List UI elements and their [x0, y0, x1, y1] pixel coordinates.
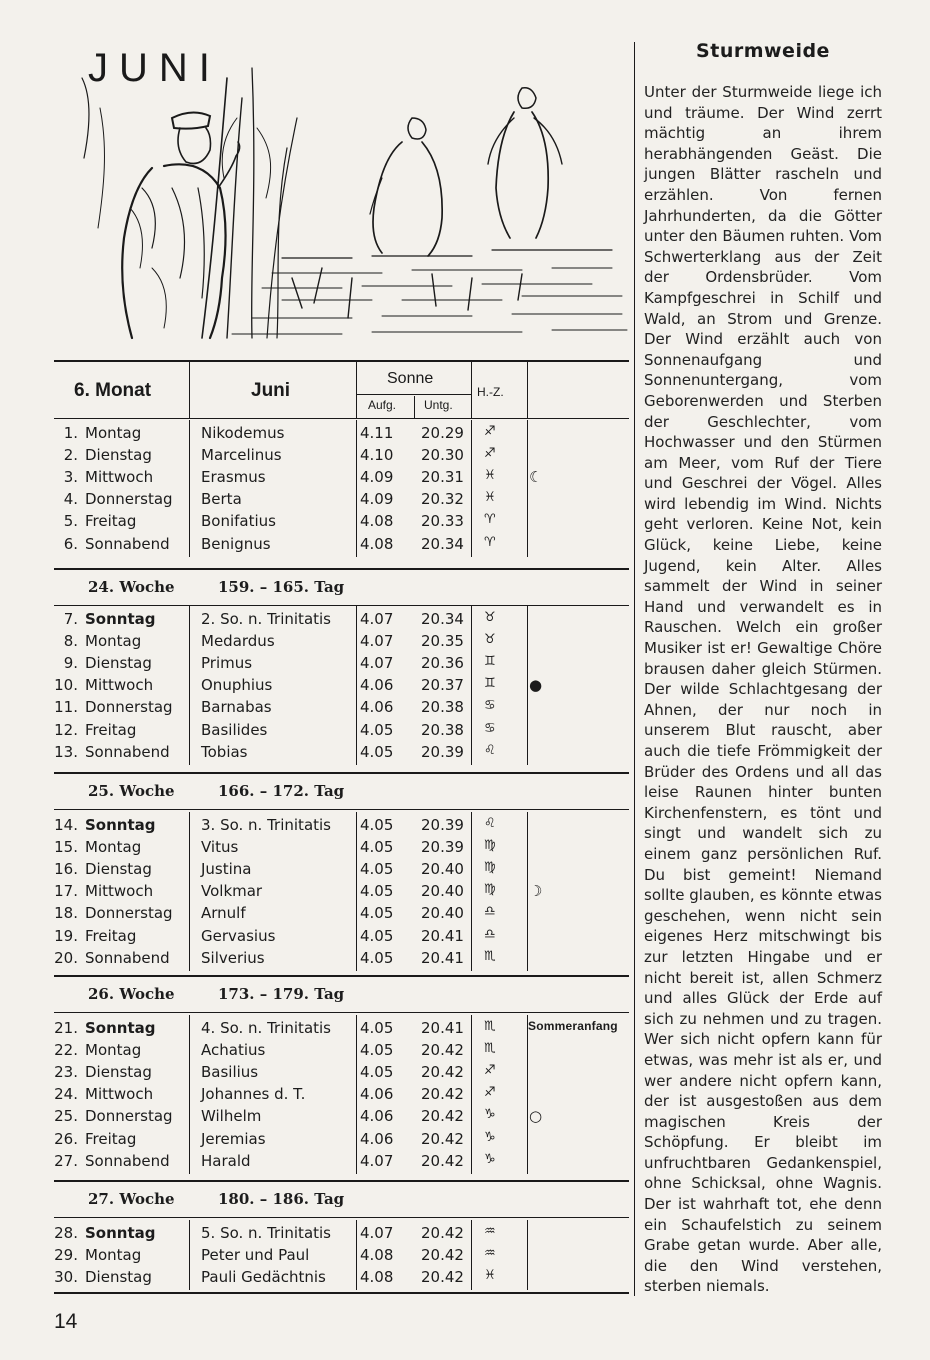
day-number: 1. [63, 424, 78, 442]
day-number: 9. [63, 654, 78, 673]
name-day: Barnabas [201, 698, 272, 717]
sunset-time: 20.39 [421, 816, 464, 834]
name-day: Bonifatius [201, 512, 276, 531]
sunrise-time: 4.05 [360, 1063, 394, 1082]
weekday: Montag [85, 632, 142, 651]
day-number: 10. [54, 676, 78, 695]
libra-icon: ♎ [484, 926, 496, 942]
scorpio-icon: ♏ [484, 1041, 496, 1057]
sunset-time: 20.35 [421, 632, 464, 651]
day-number: 4. [63, 490, 78, 509]
sunset-time: 20.42 [421, 1268, 464, 1287]
day-number: 26. [54, 1129, 78, 1148]
table-row [54, 468, 629, 490]
table-row [54, 512, 629, 534]
sunrise-time: 4.07 [360, 654, 394, 673]
sunrise-time: 4.07 [360, 610, 394, 628]
month-label: 6. Monat [74, 380, 152, 401]
day-number: 15. [54, 838, 78, 857]
table-row [54, 860, 629, 882]
gemini-icon: ♊ [484, 676, 496, 692]
name-day: Johannes d. T. [201, 1085, 306, 1104]
name-day: Justina [201, 860, 252, 879]
day-number: 3. [63, 468, 78, 487]
sunset-time: 20.42 [421, 1085, 464, 1104]
name-day: Jeremias [201, 1129, 266, 1148]
sunrise-time: 4.06 [360, 1085, 394, 1104]
sunrise-time: 4.05 [360, 926, 394, 945]
sunrise-time: 4.05 [360, 904, 394, 923]
sunrise-time: 4.09 [360, 468, 394, 487]
weekday: Dienstag [85, 860, 152, 879]
name-day: Marcelinus [201, 446, 282, 465]
week-separator [54, 1180, 629, 1182]
day-number: 11. [54, 698, 78, 717]
name-day: Peter und Paul [201, 1246, 310, 1265]
sunset-time: 20.33 [421, 512, 464, 531]
sunrise-time: 4.05 [360, 742, 394, 761]
week-label: 27. Woche [88, 1190, 175, 1208]
full-moon-icon: ○ [529, 1107, 543, 1126]
capricorn-icon: ♑ [484, 1129, 496, 1145]
table-row [54, 882, 629, 904]
sunset-time: 20.42 [421, 1246, 464, 1265]
sagittarius-icon: ♐ [484, 424, 496, 439]
pisces-icon: ♓ [484, 468, 496, 484]
weekday: Donnerstag [85, 490, 173, 509]
name-day: Primus [201, 654, 253, 673]
table-row [54, 1085, 629, 1107]
day-number: 20. [54, 948, 78, 967]
table-row [54, 535, 629, 557]
sunrise-time: 4.08 [360, 1246, 394, 1265]
name-day: Achatius [201, 1041, 266, 1060]
table-row [54, 721, 629, 743]
page-number: 14 [54, 1310, 78, 1333]
weekday: Mittwoch [85, 676, 154, 695]
sunrise-time: 4.06 [360, 676, 394, 695]
day-number: 27. [54, 1151, 78, 1170]
sunset-time: 20.41 [421, 926, 464, 945]
weekday: Sonntag [85, 1224, 156, 1242]
sunset-time: 20.38 [421, 720, 464, 739]
week-label: 24. Woche [88, 578, 175, 596]
day-number: 14. [54, 816, 78, 834]
leo-icon: ♌ [484, 816, 496, 831]
weekday: Sonntag [85, 610, 156, 628]
week-label: 25. Woche [88, 782, 175, 800]
day-number: 6. [63, 534, 78, 553]
sunrise-time: 4.11 [360, 424, 394, 442]
table-row [54, 676, 629, 698]
first-quarter-moon-icon: ☽ [529, 882, 543, 901]
name-day: 3. So. n. Trinitatis [201, 816, 331, 834]
weekday: Sonnabend [85, 742, 170, 761]
sunset-time: 20.42 [421, 1107, 464, 1126]
sunset-time: 20.40 [421, 904, 464, 923]
sunrise-time: 4.05 [360, 882, 394, 901]
capricorn-icon: ♑ [484, 1151, 496, 1167]
sunset-time: 20.38 [421, 698, 464, 717]
leo-icon: ♌ [484, 742, 496, 758]
table-row [54, 1041, 629, 1063]
weekday: Dienstag [85, 654, 152, 673]
day-number: 2. [63, 446, 78, 465]
story-title: Sturmweide [696, 40, 830, 62]
weekday: Mittwoch [85, 882, 154, 901]
weekday: Montag [85, 838, 142, 857]
week-header [54, 985, 629, 1007]
virgo-icon: ♍ [484, 860, 496, 876]
day-number: 22. [54, 1041, 78, 1060]
weekday: Sonnabend [85, 1151, 170, 1170]
name-day: Vitus [201, 838, 239, 857]
name-day: Onuphius [201, 676, 273, 695]
sunset-time: 20.37 [421, 676, 464, 695]
name-day: Basilius [201, 1063, 259, 1082]
name-day: 2. So. n. Trinitatis [201, 610, 331, 628]
sunrise-time: 4.05 [360, 1041, 394, 1060]
taurus-icon: ♉ [484, 610, 496, 625]
weekday: Donnerstag [85, 1107, 173, 1126]
aries-icon: ♈ [484, 512, 496, 528]
table-header-rule [54, 418, 629, 419]
cancer-icon: ♋ [484, 698, 496, 714]
name-day: Silverius [201, 948, 265, 967]
sunset-time: 20.39 [421, 838, 464, 857]
weekday: Dienstag [85, 1268, 152, 1287]
day-number: 25. [54, 1107, 78, 1126]
table-row [54, 654, 629, 676]
weekday: Sonntag [85, 816, 156, 834]
virgo-icon: ♍ [484, 838, 496, 854]
sunrise-time: 4.08 [360, 1268, 394, 1287]
day-number: 13. [54, 742, 78, 761]
week-header [54, 578, 629, 600]
day-number: 19. [54, 926, 78, 945]
day-number: 21. [54, 1019, 78, 1037]
day-number: 30. [54, 1268, 78, 1287]
week-separator [54, 772, 629, 774]
weekday: Montag [85, 424, 142, 442]
table-row [54, 743, 629, 765]
weekday: Freitag [85, 926, 137, 945]
sagittarius-icon: ♐ [484, 446, 496, 462]
sunrise-time: 4.05 [360, 860, 394, 879]
weekday: Donnerstag [85, 698, 173, 717]
pisces-icon: ♓ [484, 1268, 496, 1284]
table-row [54, 424, 629, 446]
sunrise-time: 4.05 [360, 720, 394, 739]
table-row [54, 1152, 629, 1174]
table-row [54, 1224, 629, 1246]
table-row [54, 610, 629, 632]
weekday: Freitag [85, 1129, 137, 1148]
aquarius-icon: ♒ [484, 1224, 496, 1239]
sunset-time: 20.34 [421, 534, 464, 553]
sunset-header: Untg. [424, 398, 453, 412]
sunset-time: 20.32 [421, 490, 464, 509]
hz-header: H.-Z. [477, 385, 504, 399]
scorpio-icon: ♏ [484, 1019, 496, 1034]
table-row [54, 490, 629, 512]
taurus-icon: ♉ [484, 632, 496, 648]
scorpio-icon: ♏ [484, 948, 496, 964]
table-top-rule [54, 360, 629, 362]
name-day: Volkmar [201, 882, 263, 901]
table-row [54, 1130, 629, 1152]
sunset-time: 20.42 [421, 1041, 464, 1060]
day-number: 29. [54, 1246, 78, 1265]
name-day: Berta [201, 490, 242, 509]
day-number: 7. [63, 610, 78, 628]
sagittarius-icon: ♐ [484, 1063, 496, 1079]
sunset-time: 20.36 [421, 654, 464, 673]
name-day: 5. So. n. Trinitatis [201, 1224, 331, 1242]
month-name-header: Juni [251, 380, 291, 401]
table-row [54, 1019, 629, 1041]
table-row [54, 949, 629, 971]
weekday: Sonnabend [85, 948, 170, 967]
day-number: 24. [54, 1085, 78, 1104]
day-number: 23. [54, 1063, 78, 1082]
aquarius-icon: ♒ [484, 1246, 496, 1262]
weekday: Freitag [85, 720, 137, 739]
story-column [644, 40, 882, 1297]
sunset-time: 20.42 [421, 1063, 464, 1082]
day-number: 5. [63, 512, 78, 531]
capricorn-icon: ♑ [484, 1107, 496, 1123]
new-moon-icon: ● [529, 676, 543, 695]
weekday: Donnerstag [85, 904, 173, 923]
libra-icon: ♎ [484, 904, 496, 920]
name-day: Harald [201, 1151, 251, 1170]
aries-icon: ♈ [484, 534, 496, 550]
sunset-time: 20.30 [421, 446, 464, 465]
week-day-range: 159. – 165. Tag [218, 578, 345, 596]
sunset-time: 20.40 [421, 860, 464, 879]
day-number: 28. [54, 1224, 78, 1242]
table-row [54, 1246, 629, 1268]
sunset-time: 20.34 [421, 610, 464, 628]
day-number: 12. [54, 720, 78, 739]
gemini-icon: ♊ [484, 654, 496, 670]
name-day: 4. So. n. Trinitatis [201, 1019, 331, 1037]
table-row [54, 632, 629, 654]
sunset-time: 20.42 [421, 1151, 464, 1170]
sunrise-time: 4.06 [360, 1129, 394, 1148]
week-header [54, 782, 629, 804]
name-day: Nikodemus [201, 424, 285, 442]
sunset-time: 20.39 [421, 742, 464, 761]
table-row [54, 1063, 629, 1085]
name-day: Erasmus [201, 468, 266, 487]
sunrise-time: 4.07 [360, 632, 394, 651]
weekday: Mittwoch [85, 468, 154, 487]
weekday: Sonnabend [85, 534, 170, 553]
table-row [54, 698, 629, 720]
week-day-range: 166. – 172. Tag [218, 782, 345, 800]
day-number: 18. [54, 904, 78, 923]
sunrise-time: 4.05 [360, 1019, 394, 1037]
table-row [54, 904, 629, 926]
sunrise-header: Aufg. [368, 398, 397, 412]
weekday: Dienstag [85, 446, 152, 465]
column-divider [634, 42, 635, 1296]
week-day-range: 180. – 186. Tag [218, 1190, 345, 1208]
weekday: Mittwoch [85, 1085, 154, 1104]
sunrise-time: 4.10 [360, 446, 394, 465]
day-number: 16. [54, 860, 78, 879]
sunrise-time: 4.05 [360, 816, 394, 834]
name-day: Pauli Gedächtnis [201, 1268, 326, 1287]
sunrise-time: 4.07 [360, 1151, 394, 1170]
day-number: 17. [54, 882, 78, 901]
name-day: Arnulf [201, 904, 246, 923]
weekday: Dienstag [85, 1063, 152, 1082]
name-day: Medardus [201, 632, 275, 651]
sagittarius-icon: ♐ [484, 1085, 496, 1101]
sunset-time: 20.40 [421, 882, 464, 901]
sunrise-time: 4.05 [360, 838, 394, 857]
name-day: Benignus [201, 534, 271, 553]
sunset-time: 20.41 [421, 948, 464, 967]
sun-header: Sonne [387, 370, 434, 387]
day-number: 8. [63, 632, 78, 651]
table-row [54, 816, 629, 838]
sunrise-time: 4.07 [360, 1224, 394, 1242]
name-day: Tobias [201, 742, 248, 761]
table-row [54, 838, 629, 860]
week-separator [54, 975, 629, 977]
week-header [54, 1190, 629, 1212]
week-label: 26. Woche [88, 985, 175, 1003]
name-day: Basilides [201, 720, 268, 739]
sunrise-time: 4.08 [360, 512, 394, 531]
sunrise-time: 4.05 [360, 948, 394, 967]
story-text: Unter der Sturmweide liege ich und träume. Der Wind zerrt mächtig an ihrem herabhängenden Geäst. Die jungen Blätter rascheln und erzählen. Von fernen Jahrhunderten, da die Götter unter den Bäumen ruhten. Vom Schwerterklang aus der Zeit der Ordensbrüder. Vom Kampfgeschrei in Schilf und Wald, an Strom und Grenze. Der Wind erzählt auch von Sonnenaufgang und Sonnenuntergang, vom Geborenwerden und Sterben der Geschlechter, vom Hochwasser und den Stürmen am Meer, vom Ruf der Tiere und Geschrei der Vögel. Alles wird lebendig im Wind. Nichts geht verloren. Keine Not, kein Glück, keine Liebe, keine Jugend, kein Alter. Alles sammelt der Wind in seiner Hand und verwandelt es in Rauschen. Welch ein großer Musiker ist er! Gewaltige Chöre brausen daher gleich Stürmen. Der wilde Schlachtgesang der Ahnen, der nur noch in unserem Blut rauscht, aber auch die tiefe Frömmigkeit der Brüder des Ordens und all das leise Raunen hinter bunten Kirchenfenstern, es tönt und singt und wandelt sich zu einem ganz persönlichen Ruf. Du bist gemeint! Niemand sollte glauben, es könnte etwas geschehen, wenn nicht sein eigenes Herz mitschwingt bis zur letzten Hingabe und er nicht bereit ist, allen Schmerz und alles Glück der Erde auf sich zu nehmen und zu tragen. Wer sich nicht opfern kann für etwas, was mehr ist als er, und wer andere nicht opfern kann, der ist ausgestoßen aus dem magischen Kreis der Schöpfung. Er bleibt im unfruchtbaren Gedankenspiel, ohne Schicksal, ohne Wagnis. Der ist wahrhaft tot, ehe denn ein Schaufelstich zu seinem Grabe getan wurde. Aber alle, die den Wind verstehen, sterben niemals. [644, 83, 882, 1296]
pisces-icon: ♓ [484, 490, 496, 506]
sunset-time: 20.41 [421, 1019, 464, 1037]
table-row [54, 1107, 629, 1129]
name-day: Gervasius [201, 926, 276, 945]
weekday: Montag [85, 1246, 142, 1265]
sunrise-time: 4.09 [360, 490, 394, 509]
sunrise-time: 4.06 [360, 698, 394, 717]
sunrise-time: 4.08 [360, 534, 394, 553]
sunset-time: 20.31 [421, 468, 464, 487]
month-title: JUNI [88, 46, 221, 90]
table-row [54, 1268, 629, 1290]
cancer-icon: ♋ [484, 720, 496, 736]
table-row [54, 446, 629, 468]
sunset-time: 20.42 [421, 1129, 464, 1148]
sunset-time: 20.42 [421, 1224, 464, 1242]
week-separator [54, 568, 629, 570]
waning-crescent-moon-icon: ☾ [529, 468, 543, 487]
sunset-time: 20.29 [421, 424, 464, 442]
weekday: Montag [85, 1041, 142, 1060]
name-day: Wilhelm [201, 1107, 262, 1126]
sunrise-time: 4.06 [360, 1107, 394, 1126]
table-row [54, 927, 629, 949]
weekday: Sonntag [85, 1019, 156, 1037]
virgo-icon: ♍ [484, 882, 496, 898]
week-day-range: 173. – 179. Tag [218, 985, 345, 1003]
season-note: Sommeranfang [528, 1019, 618, 1033]
weekday: Freitag [85, 512, 137, 531]
